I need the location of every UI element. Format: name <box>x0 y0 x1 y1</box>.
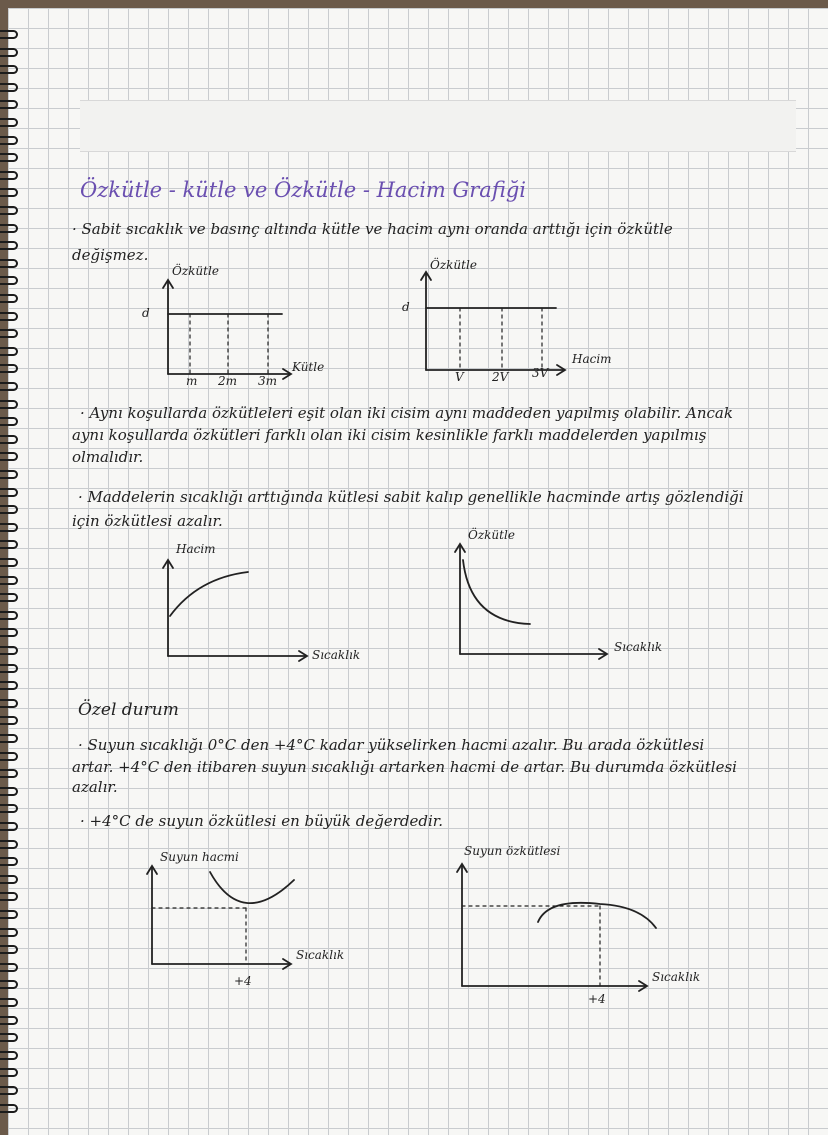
g6-xlabel: Sıcaklık <box>652 970 701 984</box>
g3-xlabel: Sıcaklık <box>312 648 361 662</box>
special-case-heading: Özel durum <box>78 700 179 720</box>
special-line3: azalır. <box>72 778 118 796</box>
section3-line2: için özkütlesi azalır. <box>72 512 223 530</box>
section3-line1: · Maddelerin sıcaklığı arttığında kütlesi sabit kalıp genellikle hacminde artış gözlendiği <box>78 488 744 506</box>
g4-curve <box>463 560 530 624</box>
section2-line1: · Aynı koşullarda özkütleleri eşit olan iki cisim aynı maddeden yapılmış olabilir. Ancak <box>80 404 733 422</box>
g2-xlabel: Hacim <box>572 352 612 366</box>
g1-xlabel: Kütle <box>292 360 325 374</box>
special-line1: · Suyun sıcaklığı 0°C den +4°C kadar yükselirken hacmi azalır. Bu arada özkütlesi <box>78 736 705 754</box>
section2-line3: olmalıdır. <box>72 448 144 466</box>
g2-ytick: d <box>402 300 410 314</box>
g3-ylabel: Hacim <box>176 542 216 556</box>
section1-line2: değişmez. <box>72 246 149 264</box>
g1-ytick: d <box>142 306 150 320</box>
g4-ylabel: Özkütle <box>468 528 515 542</box>
graph4-density-vs-temperature <box>455 544 607 659</box>
special-line2: artar. +4°C den itibaren suyun sıcaklığı artarken hacmi de artar. Bu durumda özkütlesi <box>72 758 737 776</box>
g3-curve <box>170 572 248 616</box>
g1-ylabel: Özkütle <box>172 264 219 278</box>
graph3-volume-vs-temperature <box>163 560 307 661</box>
g6-ylabel: Suyun özkütlesi <box>464 844 561 858</box>
g1-xtick-1: m <box>186 374 198 388</box>
graph2-density-vs-volume <box>421 272 565 375</box>
g1-xtick-3: 3m <box>258 374 278 388</box>
g2-ylabel: Özkütle <box>430 258 477 272</box>
g2-xtick-3: 3V <box>532 366 549 380</box>
g2-xtick-1: V <box>455 370 464 384</box>
graph5-water-volume <box>147 866 294 969</box>
graph6-water-density <box>457 864 656 991</box>
g5-xtick: +4 <box>234 974 252 988</box>
g5-ylabel: Suyun hacmi <box>160 850 239 864</box>
g5-curve <box>210 872 294 903</box>
special-note: · +4°C de suyun özkütlesi en büyük değerdedir. <box>80 812 444 830</box>
page-title: Özkütle - kütle ve Özkütle - Hacim Grafiği <box>80 178 526 202</box>
section2-line2: aynı koşullarda özkütleri farklı olan iki cisim kesinlikle farklı maddelerden yapılmış <box>72 426 707 444</box>
g5-xlabel: Sıcaklık <box>296 948 345 962</box>
g2-xtick-2: 2V <box>492 370 509 384</box>
graph1-density-vs-mass <box>163 280 291 379</box>
g6-xtick: +4 <box>588 992 606 1006</box>
g1-xtick-2: 2m <box>218 374 238 388</box>
g4-xlabel: Sıcaklık <box>614 640 663 654</box>
section1-line1: · Sabit sıcaklık ve basınç altında kütle ve hacim aynı oranda arttığı için özkütle <box>72 220 673 238</box>
